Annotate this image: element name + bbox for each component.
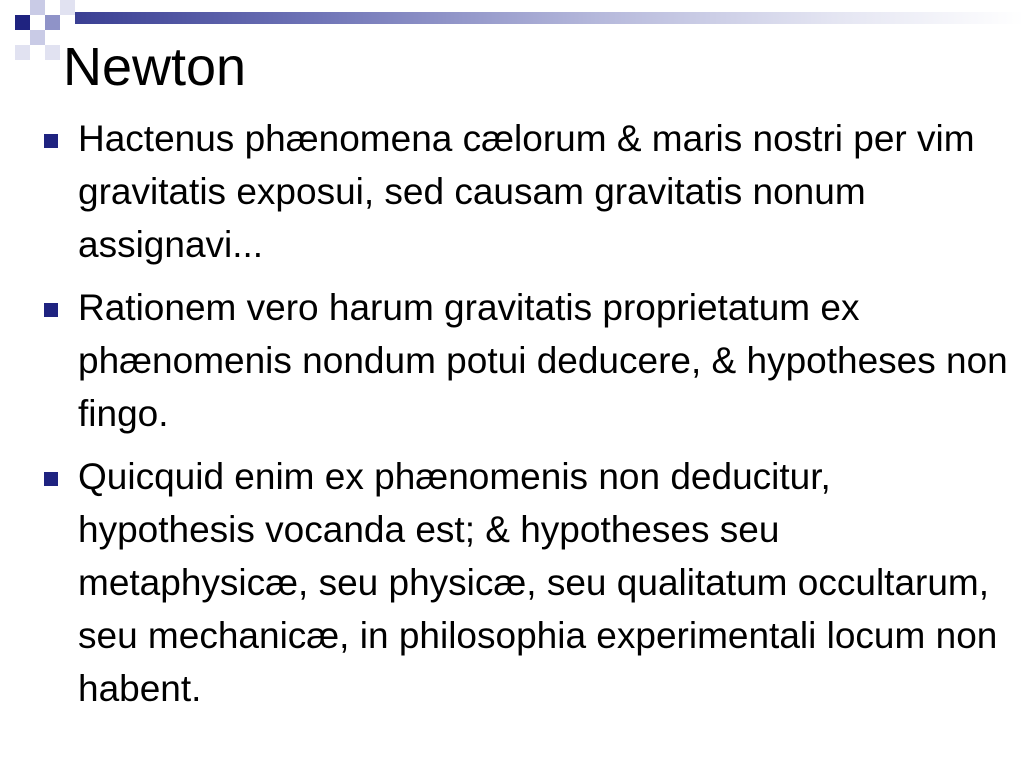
bullet-item [38, 450, 1010, 715]
bullet-list [38, 112, 1010, 725]
decor-square [15, 45, 30, 60]
bullet-text: Hactenus phænomena cælorum & maris nostri per vim gravitatis exposui, sed causam gravitatis nonum assignavi... [78, 118, 975, 265]
square-bullet-icon [44, 472, 58, 486]
decor-square [30, 0, 45, 15]
bullet-text: Rationem vero harum gravitatis proprietatum ex phænomenis nondum potui deducere, & hypotheses non fingo. [78, 287, 1008, 434]
decor-square [15, 15, 30, 30]
bullet-item [38, 281, 1010, 440]
decor-square [45, 45, 60, 60]
decor-square [45, 15, 60, 30]
square-bullet-icon [44, 303, 58, 317]
bullet-item [38, 112, 1010, 271]
decor-square [60, 0, 75, 15]
bullet-text: Quicquid enim ex phænomenis non deducitur, hypothesis vocanda est; & hypotheses seu metaphysicæ, seu physicæ, seu qualitatum occultarum, seu mechanicæ, in philosophia experimentali locum non habent. [78, 456, 998, 709]
header-gradient-bar [75, 12, 1024, 24]
slide-title: Newton [63, 37, 247, 97]
decor-square [30, 30, 45, 45]
square-bullet-icon [44, 134, 58, 148]
